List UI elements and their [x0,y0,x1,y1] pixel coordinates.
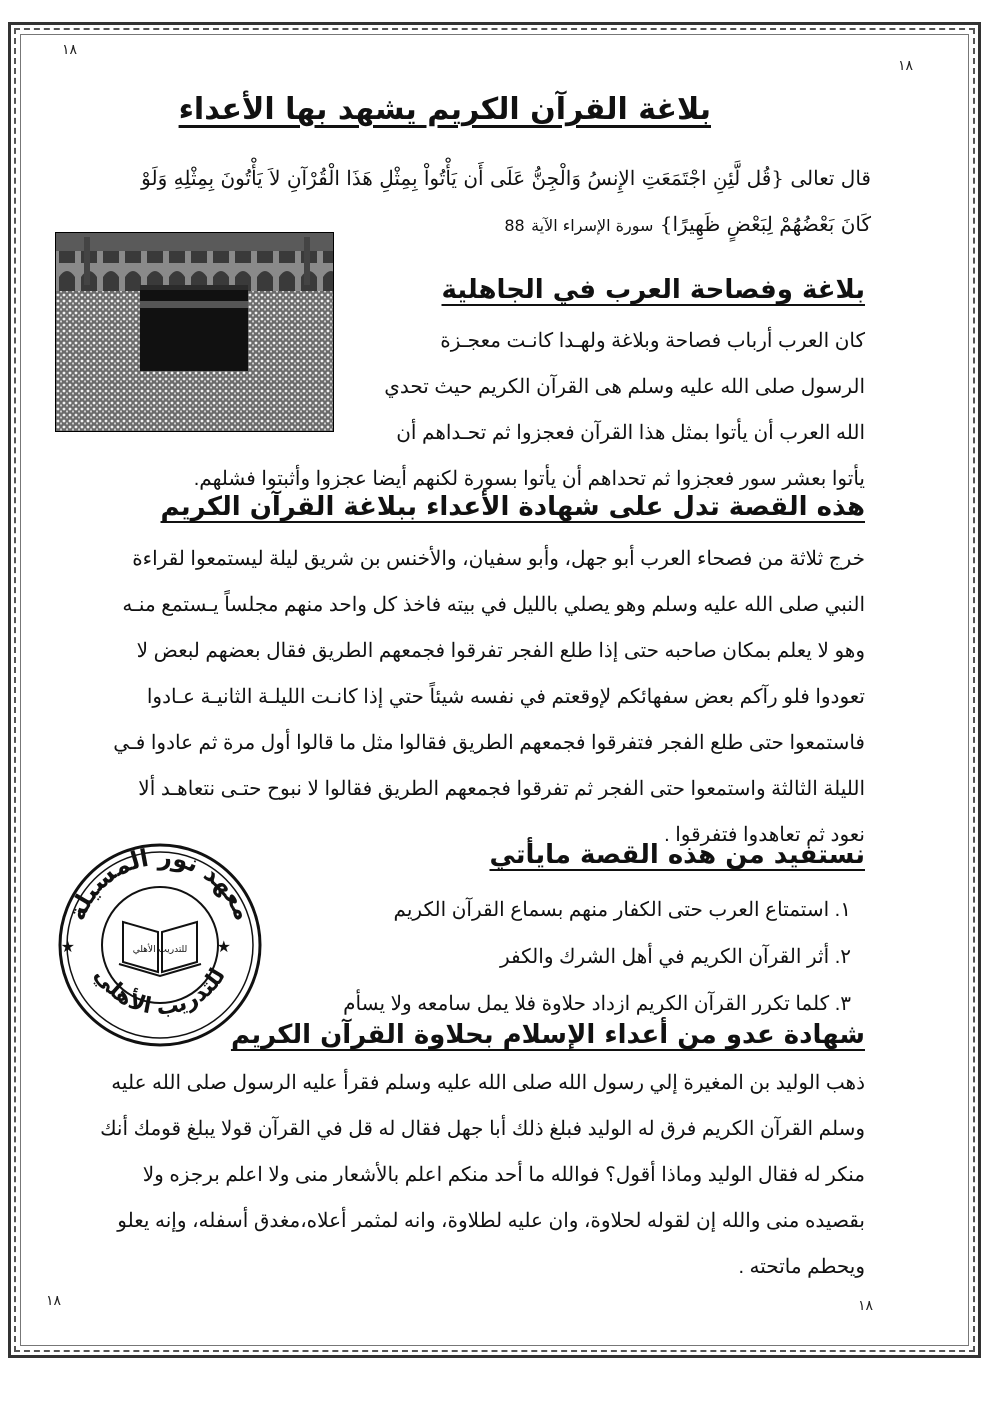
paragraph-line-full: يأتوا بعشر سور فعجزوا ثم تحداهم أن يأتوا بسورة لكنهم أيضا عجزوا وأثبتوا فشلهم. [193,468,865,490]
list-item: ١. استمتاع العرب حتى الكفار منهم بسماع القرآن الكريم [393,899,851,921]
paragraph-line: الليلة الثالثة واستمعوا حتى الفجر ثم تفرقوا فجمعهم الطريق فقالوا لا نبوح حتـى نتعاهـد ألا [138,778,865,800]
paragraph-line: خرج ثلاثة من فصحاء العرب أبو جهل، وأبو سفيان، والأخنس بن شريق ليلة ليستمعوا لقراءة [132,548,865,570]
verse-line-2 [504,202,871,248]
svg-text:للتدريب الأهلي [89,963,231,1020]
paragraph-line: الله العرب أن يأتوا بمثل هذا القرآن فعجزوا ثم تحـداهم أن [396,422,865,444]
list-item: ٣. كلما تكرر القرآن الكريم ازداد حلاوة فلا يمل سامعه ولا يسأم [343,993,851,1015]
seal-star-icon: ★ [216,937,231,956]
paragraph-line: النبي صلى الله عليه وسلم وهو يصلي بالليل في بيته فاخذ كل واحد منهم مجلساً يـستمع منـه [122,594,865,616]
paragraph-line: الرسول صلى الله عليه وسلم هى القرآن الكريم حيث تحدي [384,376,865,398]
page-number-top-left: ١٨ [62,42,78,58]
paragraph-line: ذهب الوليد بن المغيرة إلي رسول الله صلى الله عليه وسلم فقرأ عليه الرسول صلى الله عليه [111,1072,865,1094]
page-number-bottom-right: ١٨ [857,1298,873,1314]
section1-body [340,318,865,456]
seal-star-icon: ★ [60,937,75,956]
paragraph-line: ويحطم ماتحته . [738,1256,865,1278]
verse-ayah-number: 88 [504,216,525,235]
verse-line-1: قال تعالى {قُل لَّئِنِ اجْتَمَعَتِ الإِنسُ وَالْجِنُّ عَلَى أَن يَأْتُواْ بِمِثْلِ هَذَا الْقُرْآنِ لاَ يَأْتُونَ بِمِثْلِهِ وَلَوْ [141,166,871,190]
paragraph-line: وسلم القرآن الكريم فرق له الوليد فبلغ ذلك أبا جهل فقال له قل في القرآن قولا يبلغ قومك أنك [100,1118,865,1140]
lessons-list [343,887,851,1028]
seal-book-text: للتدريب الأهلي [132,945,188,955]
section-heading-testimony: شهادة عدو من أعداء الإسلام بحلاوة القرآن الكريم [230,1020,865,1050]
paragraph-line: تعودوا فلو رآكم بعض سفهائكم لإوقعتم في نفسه شيئاً حتي إذا كانـت الليلـة الثانيـة عـادوا [146,686,865,708]
paragraph-line: كان العرب أرباب فصاحة وبلاغة ولهـدا كانـت معجـزة [440,330,865,352]
section2-body [48,536,865,858]
kaaba-photo [55,232,334,432]
institute-seal [55,840,265,1050]
list-item: ٢. أثر القرآن الكريم في أهل الشرك والكفر [499,946,851,968]
section-heading-lessons: نستفيد من هذه القصة مايأتي [489,840,865,870]
page-number-top-right: ١٨ [897,58,913,74]
paragraph-line: فاستمعوا حتى طلع الفجر فتفرقوا فجمعهم الطريق فقالوا مثل ما قالوا أول مرة ثم عادوا فـي [113,732,865,754]
paragraph-line: نعود ثم تعاهدوا فتفرقوا . [664,824,865,846]
section4-body [48,1060,865,1290]
page-number-bottom-left: ١٨ [46,1293,62,1309]
seal-top-text: معهد نور المسيلة [62,842,258,925]
verse-reference: سورة الإسراء الآية [531,216,654,235]
seal-bottom-text: للتدريب الأهلي [88,963,231,1021]
paragraph-line: منكر له فقال الوليد وماذا أقول؟ فوالله ما أحد منكم اعلم بالأشعار منى ولا اعلم برجزه ولا [142,1164,865,1186]
page-title: بلاغة القرآن الكريم يشهد بها الأعداء [178,92,711,127]
paragraph-line: وهو لا يعلم بمكان صاحبه حتى إذا طلع الفجر تفرقوا فجمعهم الطريق فقال بعضهم لبعض لا [136,640,865,662]
section-heading-story: هذه القصة تدل على شهادة الأعداء ببلاغة القرآن الكريم [160,492,865,522]
section-heading-jahiliyya: بلاغة وفصاحة العرب في الجاهلية [441,275,865,305]
paragraph-line: بقصيده منى والله إن لقوله لحلاوة، وان عليه لطلاوة، وانه لمثمر أعلاه،مغدق أسفله، وإنه يعلو [117,1210,865,1232]
svg-text:معهد نور المسيلة [63,843,258,925]
verse-text: كَانَ بَعْضُهُمْ لِبَعْضٍ ظَهِيرًا} [659,212,871,236]
book-icon [119,922,201,976]
